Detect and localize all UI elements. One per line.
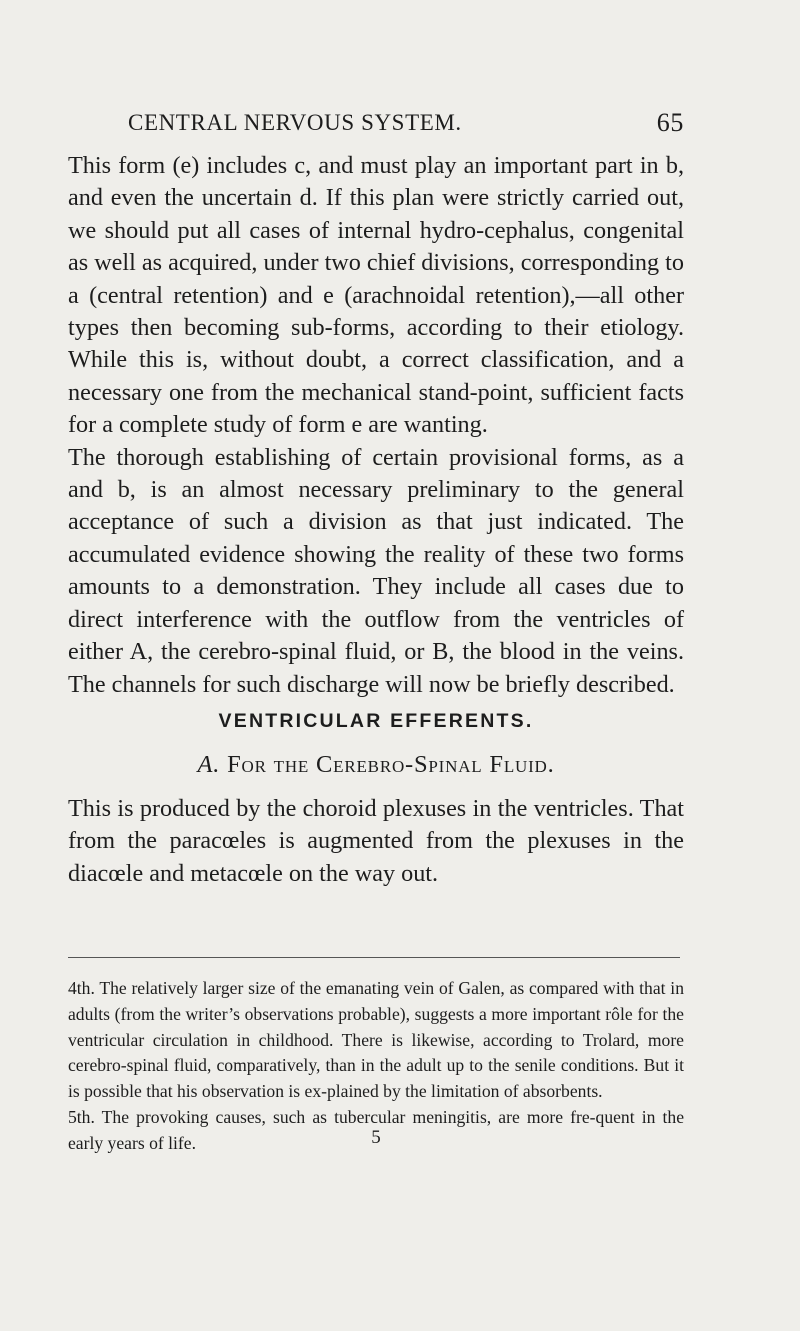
paragraph-2: The thorough establishing of certain provisional forms, as a and b, is an almost necessary preliminary to the general acceptance of such a division as that just indicated. The accumulated evidence showing the reality of these two forms amounts to a demonstration. They include all cases due to direct interference with the outflow from the ventricles of either A, the cerebro-spinal fluid, or B, the blood in the veins. The channels for such discharge will now be briefly described. xyxy=(68,443,684,698)
body-text xyxy=(68,150,684,890)
running-title: CENTRAL NERVOUS SYSTEM. xyxy=(128,110,462,135)
subsection-letter: A. xyxy=(197,750,221,778)
running-head xyxy=(68,106,684,140)
subsection-heading xyxy=(68,749,684,781)
paragraph-3: This is produced by the choroid plexuses in the ventricles. That from the paracœles is augmented from the plexuses in the diacœle and metacœle on the way out. xyxy=(68,794,684,887)
footnote-divider xyxy=(68,957,680,958)
footnote-5: 5th. The provoking causes, such as tubercular meningitis, are more fre-quent in the early years of life. xyxy=(68,1106,684,1153)
subsection-title: For the Cerebro-Spinal Fluid. xyxy=(227,750,555,778)
signature-mark: 5 xyxy=(371,1127,381,1148)
footnote-4: 4th. The relatively larger size of the emanating vein of Galen, as compared with that in adults (from the writer’s observations probable), suggests a more important rôle for the ventricular circulation in childhood. There is likewise, according to Trolard, more cerebro-spinal fluid, comparatively, than in the adult up to the senile conditions. But it is possible that his observation is ex-plained by the limitation of absorbents. xyxy=(68,978,684,1102)
section-heading: VENTRICULAR EFFERENTS. xyxy=(218,709,534,732)
paragraph-1: This form (e) includes c, and must play an important part in b, and even the uncertain d. If this plan were strictly carried out, we should put all cases of internal hydro-cephalus, congenital as well as acquired, under two chief divisions, corresponding to a (central retention) and e (arachnoidal retention),—all other types then becoming sub-forms, according to their etiology. While this is, without doubt, a correct classification, and a necessary one from the mechanical stand-point, sufficient facts for a complete study of form e are wanting. xyxy=(68,152,684,439)
page-number: 65 xyxy=(656,108,684,137)
book-page xyxy=(68,0,684,1331)
